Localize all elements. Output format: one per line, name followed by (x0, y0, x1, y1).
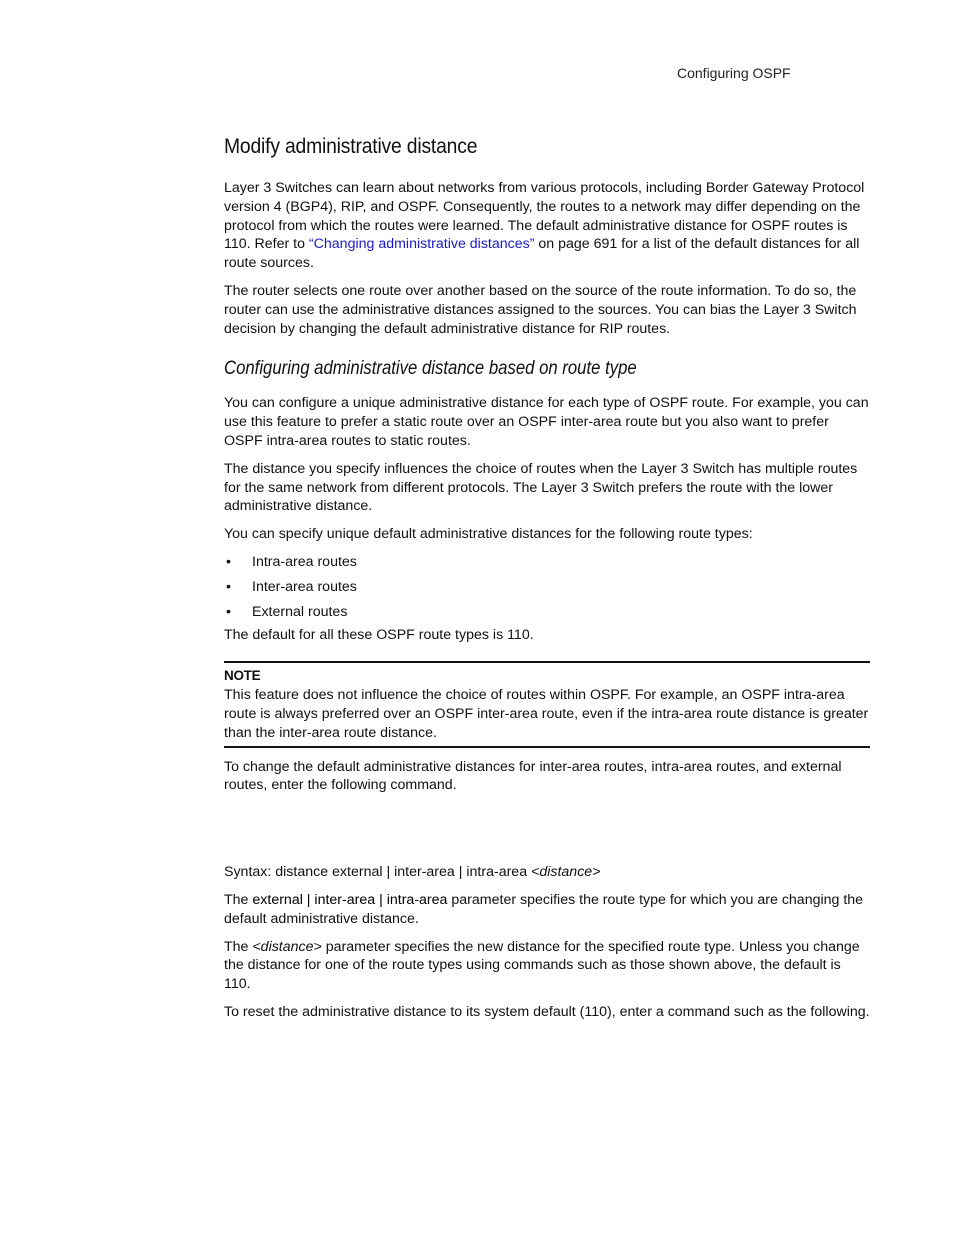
note-box (224, 661, 870, 747)
running-header: Configuring OSPF (677, 65, 791, 81)
section-title: Modify administrative distance (224, 135, 478, 158)
note-text: This feature does not influence the choice of routes within OSPF. For example, an OSPF intra-area route is always preferred over an OSPF inter-area route, even if the intra-area route distance is greater than the inter-area route distance. (224, 687, 869, 741)
list-item: • Inter-area routes (226, 578, 357, 595)
default-distance-paragraph: The default for all these OSPF route types is 110. (224, 627, 534, 644)
bullet-icon: • (226, 553, 231, 570)
list-item: • Intra-area routes (226, 553, 357, 570)
change-distance-paragraph: To change the default administrative distances for inter-area routes, intra-area routes, and external routes, enter the following command. (224, 758, 842, 794)
router-selection-paragraph: The router selects one route over another based on the source of the route information. To do so, the router can use the administrative distances assigned to the sources. You can bias the Layer 3 Switch decision by changing the default administrative distance for RIP routes. (224, 282, 857, 337)
bullet-icon: • (226, 603, 231, 620)
reset-distance-paragraph: To reset the administrative distance to its system default (110), enter a command such as the following. (224, 1003, 870, 1020)
page-content (224, 133, 870, 1031)
distance-influence-paragraph: The distance you specify influences the choice of routes when the Layer 3 Switch has multiple routes for the same network from different protocols. The Layer 3 Switch prefers the route with the lower administrative distance. (224, 460, 858, 515)
bullet-icon: • (226, 578, 231, 595)
changing-admin-distances-link[interactable]: “Changing administrative distances” (308, 236, 535, 253)
syntax-line: Syntax: distance external | inter-area | intra-area <distance> (224, 864, 601, 881)
list-item: • External routes (226, 603, 348, 620)
distance-param-paragraph: The <distance> parameter specifies the new distance for the specified route type. Unless you change the distance for one of the route types using commands such as those shown above, the default is 110. (224, 938, 860, 993)
note-label: NOTE (224, 668, 261, 684)
route-type-param-paragraph: The external | inter-area | intra-area parameter specifies the route type for which you are changing the default administrative distance. (224, 891, 864, 927)
subsection-title: Configuring administrative distance based on route type (224, 358, 637, 380)
route-types-intro: You can specify unique default administrative distances for the following route types: (224, 526, 753, 543)
intro-paragraph: Layer 3 Switches can learn about networks from various protocols, including Border Gateway Protocol version 4 (BGP4), RIP, and OSPF. Consequently, the routes to a network may differ depending on the protocol from which the routes were learned. The default administrative distance for OSPF routes is 110. Refer to “Changing administrative distances” on page 691 for a list of the default distances for all route sources. (224, 180, 865, 272)
unique-distance-paragraph: You can configure a unique administrative distance for each type of OSPF route. For example, you can use this feature to prefer a static route over an OSPF inter-area route but you also want to prefer OSPF intra-area routes to static routes. (224, 395, 869, 449)
route-types-list (224, 553, 870, 621)
